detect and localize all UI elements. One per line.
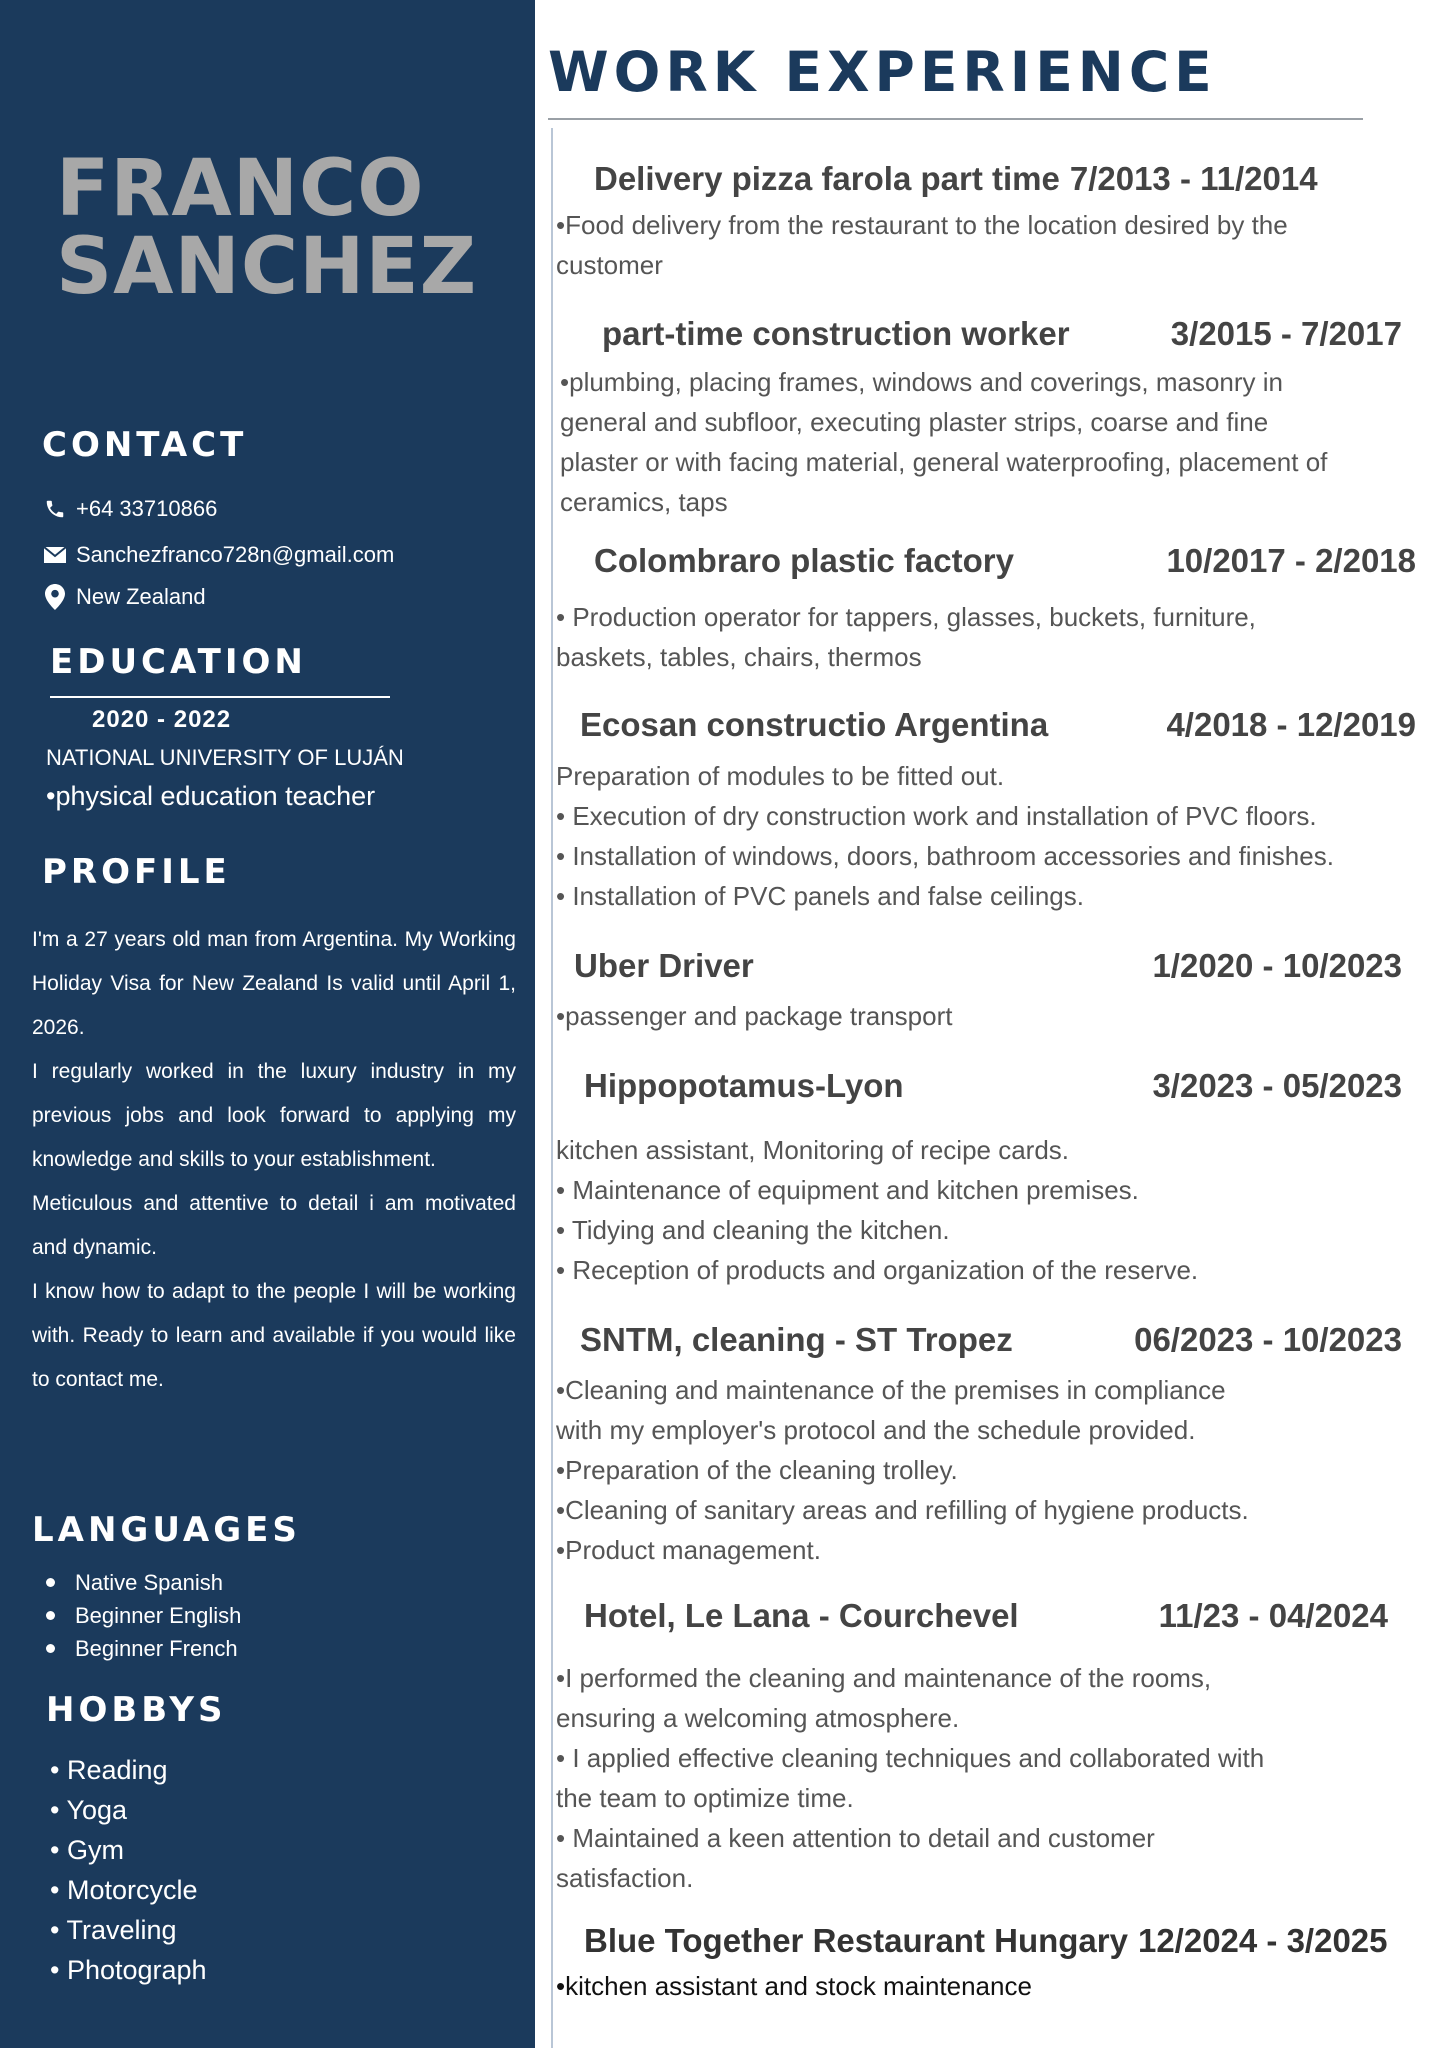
job-line: •plumbing, placing frames, windows and coverings, masonry in bbox=[560, 367, 1283, 397]
job-entry bbox=[584, 1597, 1388, 1635]
job-line: • Production operator for tappers, glasses, buckets, furniture, bbox=[556, 602, 1256, 632]
hobby-item: • Traveling bbox=[50, 1915, 177, 1945]
job-line: •Food delivery from the restaurant to the location desired by the bbox=[556, 210, 1288, 240]
job-line: • Maintenance of equipment and kitchen premises. bbox=[556, 1175, 1139, 1205]
education-divider bbox=[50, 696, 390, 698]
job-dates: 10/2017 - 2/2018 bbox=[1166, 542, 1416, 579]
profile-heading: PROFILE bbox=[42, 852, 231, 892]
job-description bbox=[556, 1370, 1436, 1570]
location-pin-icon bbox=[42, 584, 68, 610]
education-school: NATIONAL UNIVERSITY OF LUJÁN bbox=[46, 745, 404, 770]
email-text[interactable]: Sanchezfranco728n@gmail.com bbox=[76, 542, 395, 567]
job-dates: 4/2018 - 12/2019 bbox=[1166, 706, 1416, 743]
contact-location bbox=[42, 584, 206, 610]
job-line: • I applied effective cleaning techniques and collaborated with bbox=[556, 1743, 1265, 1773]
hobby-item: • Reading bbox=[50, 1755, 168, 1785]
hobbies-heading: HOBBYS bbox=[46, 1690, 227, 1730]
hobby-item: • Photograph bbox=[50, 1955, 207, 1985]
profile-paragraph: I regularly worked in the luxury industry in my previous jobs and look forward to applying my knowledge and skills to your establishment. bbox=[32, 1060, 516, 1171]
hobby-item: • Yoga bbox=[50, 1795, 128, 1825]
hobby-item: • Motorcycle bbox=[50, 1875, 198, 1905]
job-dates: 06/2023 - 10/2023 bbox=[1134, 1321, 1402, 1358]
job-entry bbox=[580, 1321, 1402, 1359]
first-name: FRANCO bbox=[56, 144, 425, 234]
profile-paragraph: I'm a 27 years old man from Argentina. My Working Holiday Visa for New Zealand Is valid until April 1, 2026. bbox=[32, 928, 516, 1039]
job-line: •passenger and package transport bbox=[556, 1001, 953, 1031]
job-title: Uber Driver bbox=[574, 947, 754, 984]
job-title: Colombraro plastic factory bbox=[594, 542, 1014, 579]
job-line: • Tidying and cleaning the kitchen. bbox=[556, 1215, 950, 1245]
job-line: • Installation of PVC panels and false ceilings. bbox=[556, 881, 1084, 911]
bullet-icon bbox=[46, 1611, 55, 1620]
job-description bbox=[560, 362, 1440, 522]
job-dates: 12/2024 - 3/2025 bbox=[1137, 1922, 1388, 1959]
job-line: with my employer's protocol and the schedule provided. bbox=[556, 1415, 1196, 1445]
timeline-line bbox=[551, 128, 553, 2048]
job-line: • Execution of dry construction work and installation of PVC floors. bbox=[556, 801, 1317, 831]
person-name bbox=[56, 144, 478, 312]
job-description bbox=[556, 205, 1436, 285]
job-entry bbox=[584, 1067, 1402, 1105]
job-dates: 3/2015 - 7/2017 bbox=[1170, 315, 1402, 352]
phone-icon bbox=[42, 496, 68, 522]
sidebar bbox=[0, 0, 535, 2048]
email-icon bbox=[42, 542, 68, 568]
job-dates: 1/2020 - 10/2023 bbox=[1152, 947, 1402, 984]
job-entry bbox=[574, 947, 1402, 985]
hobbies-list bbox=[50, 1750, 207, 1990]
location-text: New Zealand bbox=[76, 584, 206, 609]
job-title: Blue Together Restaurant Hungary bbox=[584, 1922, 1128, 1959]
language-item: Native Spanish bbox=[42, 1566, 241, 1599]
education-years: 2020 - 2022 bbox=[92, 706, 232, 733]
job-line: •Preparation of the cleaning trolley. bbox=[556, 1455, 958, 1485]
languages-list bbox=[42, 1566, 241, 1665]
job-line: • Reception of products and organization of the reserve. bbox=[556, 1255, 1199, 1285]
job-description bbox=[556, 1966, 1436, 2006]
hobby-item: • Gym bbox=[50, 1835, 124, 1865]
job-line: satisfaction. bbox=[556, 1863, 694, 1893]
job-entry bbox=[594, 542, 1416, 580]
phone-text: +64 33710866 bbox=[76, 496, 218, 521]
job-line: ceramics, taps bbox=[560, 487, 728, 517]
languages-heading: LANGUAGES bbox=[32, 1510, 301, 1550]
job-dates: 7/2013 - 11/2014 bbox=[1069, 160, 1318, 197]
job-title: Hippopotamus-Lyon bbox=[584, 1067, 904, 1104]
job-line: •I performed the cleaning and maintenance of the rooms, bbox=[556, 1663, 1212, 1693]
job-line: Preparation of modules to be fitted out. bbox=[556, 761, 1005, 791]
job-line: plaster or with facing material, general waterproofing, placement of bbox=[560, 447, 1328, 477]
job-line: • Maintained a keen attention to detail and customer bbox=[556, 1823, 1155, 1853]
profile-paragraph: Meticulous and attentive to detail i am motivated and dynamic. bbox=[32, 1192, 516, 1259]
contact-heading: CONTACT bbox=[42, 425, 248, 465]
job-line: •Cleaning of sanitary areas and refilling of hygiene products. bbox=[556, 1495, 1249, 1525]
job-title: part-time construction worker bbox=[602, 315, 1070, 352]
education-heading: EDUCATION bbox=[50, 642, 307, 682]
job-description bbox=[556, 597, 1436, 677]
job-title: Ecosan constructio Argentina bbox=[580, 706, 1049, 743]
job-dates: 3/2023 - 05/2023 bbox=[1152, 1067, 1402, 1104]
job-line: •Product management. bbox=[556, 1535, 821, 1565]
bullet-icon bbox=[46, 1578, 55, 1587]
language-item: Beginner French bbox=[42, 1632, 241, 1665]
job-dates: 11/23 - 04/2024 bbox=[1158, 1597, 1388, 1634]
job-description bbox=[556, 1658, 1436, 1898]
education-degree: •physical education teacher bbox=[46, 781, 376, 811]
job-line: kitchen assistant, Monitoring of recipe cards. bbox=[556, 1135, 1070, 1165]
contact-phone bbox=[42, 496, 217, 522]
job-line: customer bbox=[556, 250, 663, 280]
job-line: baskets, tables, chairs, thermos bbox=[556, 642, 922, 672]
job-line: general and subfloor, executing plaster strips, coarse and fine bbox=[560, 407, 1269, 437]
job-entry bbox=[602, 315, 1402, 353]
job-line: •kitchen assistant and stock maintenance bbox=[556, 1971, 1032, 2001]
profile-paragraph: I know how to adapt to the people I will be working with. Ready to learn and available if you would like to contact me. bbox=[32, 1280, 516, 1391]
job-entry bbox=[584, 1922, 1440, 1960]
work-experience-heading: WORK EXPERIENCE bbox=[548, 40, 1217, 104]
job-description bbox=[556, 1130, 1436, 1290]
job-line: • Installation of windows, doors, bathroom accessories and finishes. bbox=[556, 841, 1334, 871]
last-name: SANCHEZ bbox=[56, 222, 478, 312]
profile-text bbox=[32, 918, 516, 1402]
contact-email bbox=[42, 542, 394, 568]
bullet-icon bbox=[46, 1644, 55, 1653]
job-entry bbox=[556, 160, 1436, 198]
job-title: SNTM, cleaning - ST Tropez bbox=[580, 1321, 1013, 1358]
job-line: ensuring a welcoming atmosphere. bbox=[556, 1703, 960, 1733]
job-description bbox=[556, 756, 1436, 916]
language-item: Beginner English bbox=[42, 1599, 241, 1632]
job-title: Delivery pizza farola part time bbox=[594, 160, 1060, 197]
job-line: •Cleaning and maintenance of the premises in compliance bbox=[556, 1375, 1226, 1405]
job-title: Hotel, Le Lana - Courchevel bbox=[584, 1597, 1019, 1634]
job-description bbox=[556, 996, 1436, 1036]
job-line: the team to optimize time. bbox=[556, 1783, 854, 1813]
heading-divider bbox=[548, 118, 1363, 120]
job-entry bbox=[580, 706, 1416, 744]
